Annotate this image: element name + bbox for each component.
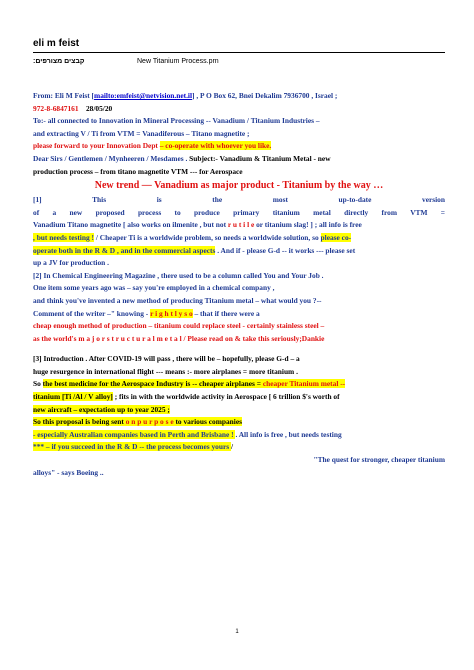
to-line-2: and extracting V / Ti from VTM = Vanadiferous – Titano magnetite ; [33,128,250,138]
p1-text-works: . And if - please G-d -- it works --- please set [215,245,356,255]
p2-line-3: and think you've invented a new method of producing Titanium metal – what would you ?-- [33,295,322,305]
p3-line-8 [33,441,445,454]
headline: New trend — Vanadium as major product - Titanium by the way … [94,180,384,192]
page-number: 1 [235,629,239,635]
slash: / [230,442,234,452]
phone-number: 972-8-6847161 [33,103,79,113]
please-read-on: / Please read on & take this seriously;Dankie [183,333,325,343]
p3-line-1: [3] Introduction . After COVID-19 will pass , there will be – hopefully, please G-d – a [33,354,300,364]
rightly-so-highlight: r i g h t l y s o [150,308,193,318]
subject-start: Subject:- Vanadium & Titanium Metal - new [187,153,331,163]
cheaper-titanium-highlight: cheaper Titanium metal -- [262,379,346,389]
to-line-1: To:- all connected to Innovation in Mineral Processing -- Vanadium / Titanium Industries – [33,116,320,126]
subject-line-2: production process – from titano magnetite VTM --- for Aerospace [33,166,243,176]
section-gap [33,345,445,353]
best-medicine-highlight: the best medicine for the Aerospace Industry is -- cheaper airplanes = [42,379,263,389]
p1-line-2: of a new proposed process to produce primary titanium metal directly from VTM = [33,207,445,217]
p1-text: Vanadium Titano magnetite [ also works on ilmenite , but not [33,220,228,230]
rutile-spaced: r u t i l e [227,220,255,230]
process-yours-highlight: *** – if you succeed in the R & D -- the process becomes yours [33,442,231,452]
salutation: Dear Sirs / Gentlemen / Mynheeren / Mesdames . [33,153,188,163]
on-purpose-highlight: o n p u r p o s e [125,417,174,427]
p1-line-5 [33,245,445,258]
p1-line-6: up a JV for production . [33,258,109,268]
forward-request: please forward to your Innovation Dept [33,141,160,151]
p3-line-3 [33,378,445,391]
major-structural-metal: as the world's m a j o r s t r u c t u r a l m e t a l [33,333,184,343]
from-prefix: From: Eli M Feist [ [33,91,95,100]
boeing-quote: "The quest for stronger, cheaper titanium [313,455,445,465]
needs-testing-highlight: , but needs testing ! [33,232,94,242]
p1-line-1: [1] This is the most up-to-date version [33,195,445,205]
p2-line-4 [33,308,445,321]
info-free: . All info is free , but needs testing [235,429,342,439]
p2-line-5: cheap enough method of production – titanium could replace steel - certainly stainless steel – [33,321,325,331]
p3-line-4 [33,391,445,404]
comment-writer: Comment of the writer –" knowing - [33,308,151,318]
proposal-sent-highlight: So this proposal is being sent [33,417,126,427]
p3-line-6 [33,416,445,429]
from-line [33,90,445,103]
p3-line-10: alloys" - says Boeing .. [33,467,104,477]
p1-text-worldwide: / Cheaper Ti is a worldwide problem, so needs a worldwide solution, so [93,232,321,242]
rd-commercial-highlight: operate both in the R & D , and in the commercial aspects [33,245,216,255]
phone-date-line [33,103,445,116]
p3-line-5 [33,404,445,417]
p3-aerospace: ; fits in with the worldwide activity in Aerospace [ 6 trillion $'s worth of [112,392,340,402]
various-companies-highlight: to various companies [173,417,242,427]
salutation-line [33,153,445,166]
cooperate-highlight: – co-operate with whoever you like. [159,141,272,151]
attachments-label: קבצים מצורפים: [33,58,85,65]
p1-line-4 [33,232,445,245]
please-cooperate-highlight: please co- [320,232,352,242]
p3-so: So [33,379,43,389]
author-header: eli m feist [33,38,445,53]
to-line-3 [33,140,445,153]
p3-line-2: huge resurgence in international flight --- means :- more airplanes = more titanium . [33,366,298,376]
australian-companies-highlight: - especially Australian companies based in Perth and Brisbane ! [33,429,236,439]
letter-date: 28/05/20 [85,103,113,113]
p2-line-2: One item some years ago was – say you're employed in a chemical company , [33,283,275,293]
p1-line-3 [33,219,445,232]
p2-line-1: [2] In Chemical Engineering Magazine , there used to be a column called You and Your Job . [33,270,324,280]
alloy-highlight: titanium [Ti /Al / V alloy] [33,392,113,402]
p2-line-6 [33,333,445,346]
p1-text-cont: or titanium slag! ] ; all info is free [254,220,362,230]
p2-text-if: – that if there were a [192,308,260,318]
from-suffix: ] , P O Box 62, Bnei Dekalim 7936700 , Israel ; [192,91,338,100]
letter-body [33,90,445,479]
attachment-filename[interactable]: New Titanium Process.prn [137,58,219,65]
p3-line-7 [33,429,445,442]
email-link[interactable]: mailto:emfeist@netvision.net.il [94,91,193,100]
expectation-highlight: new aircraft – expectation up to year 2025 ; [33,404,170,414]
